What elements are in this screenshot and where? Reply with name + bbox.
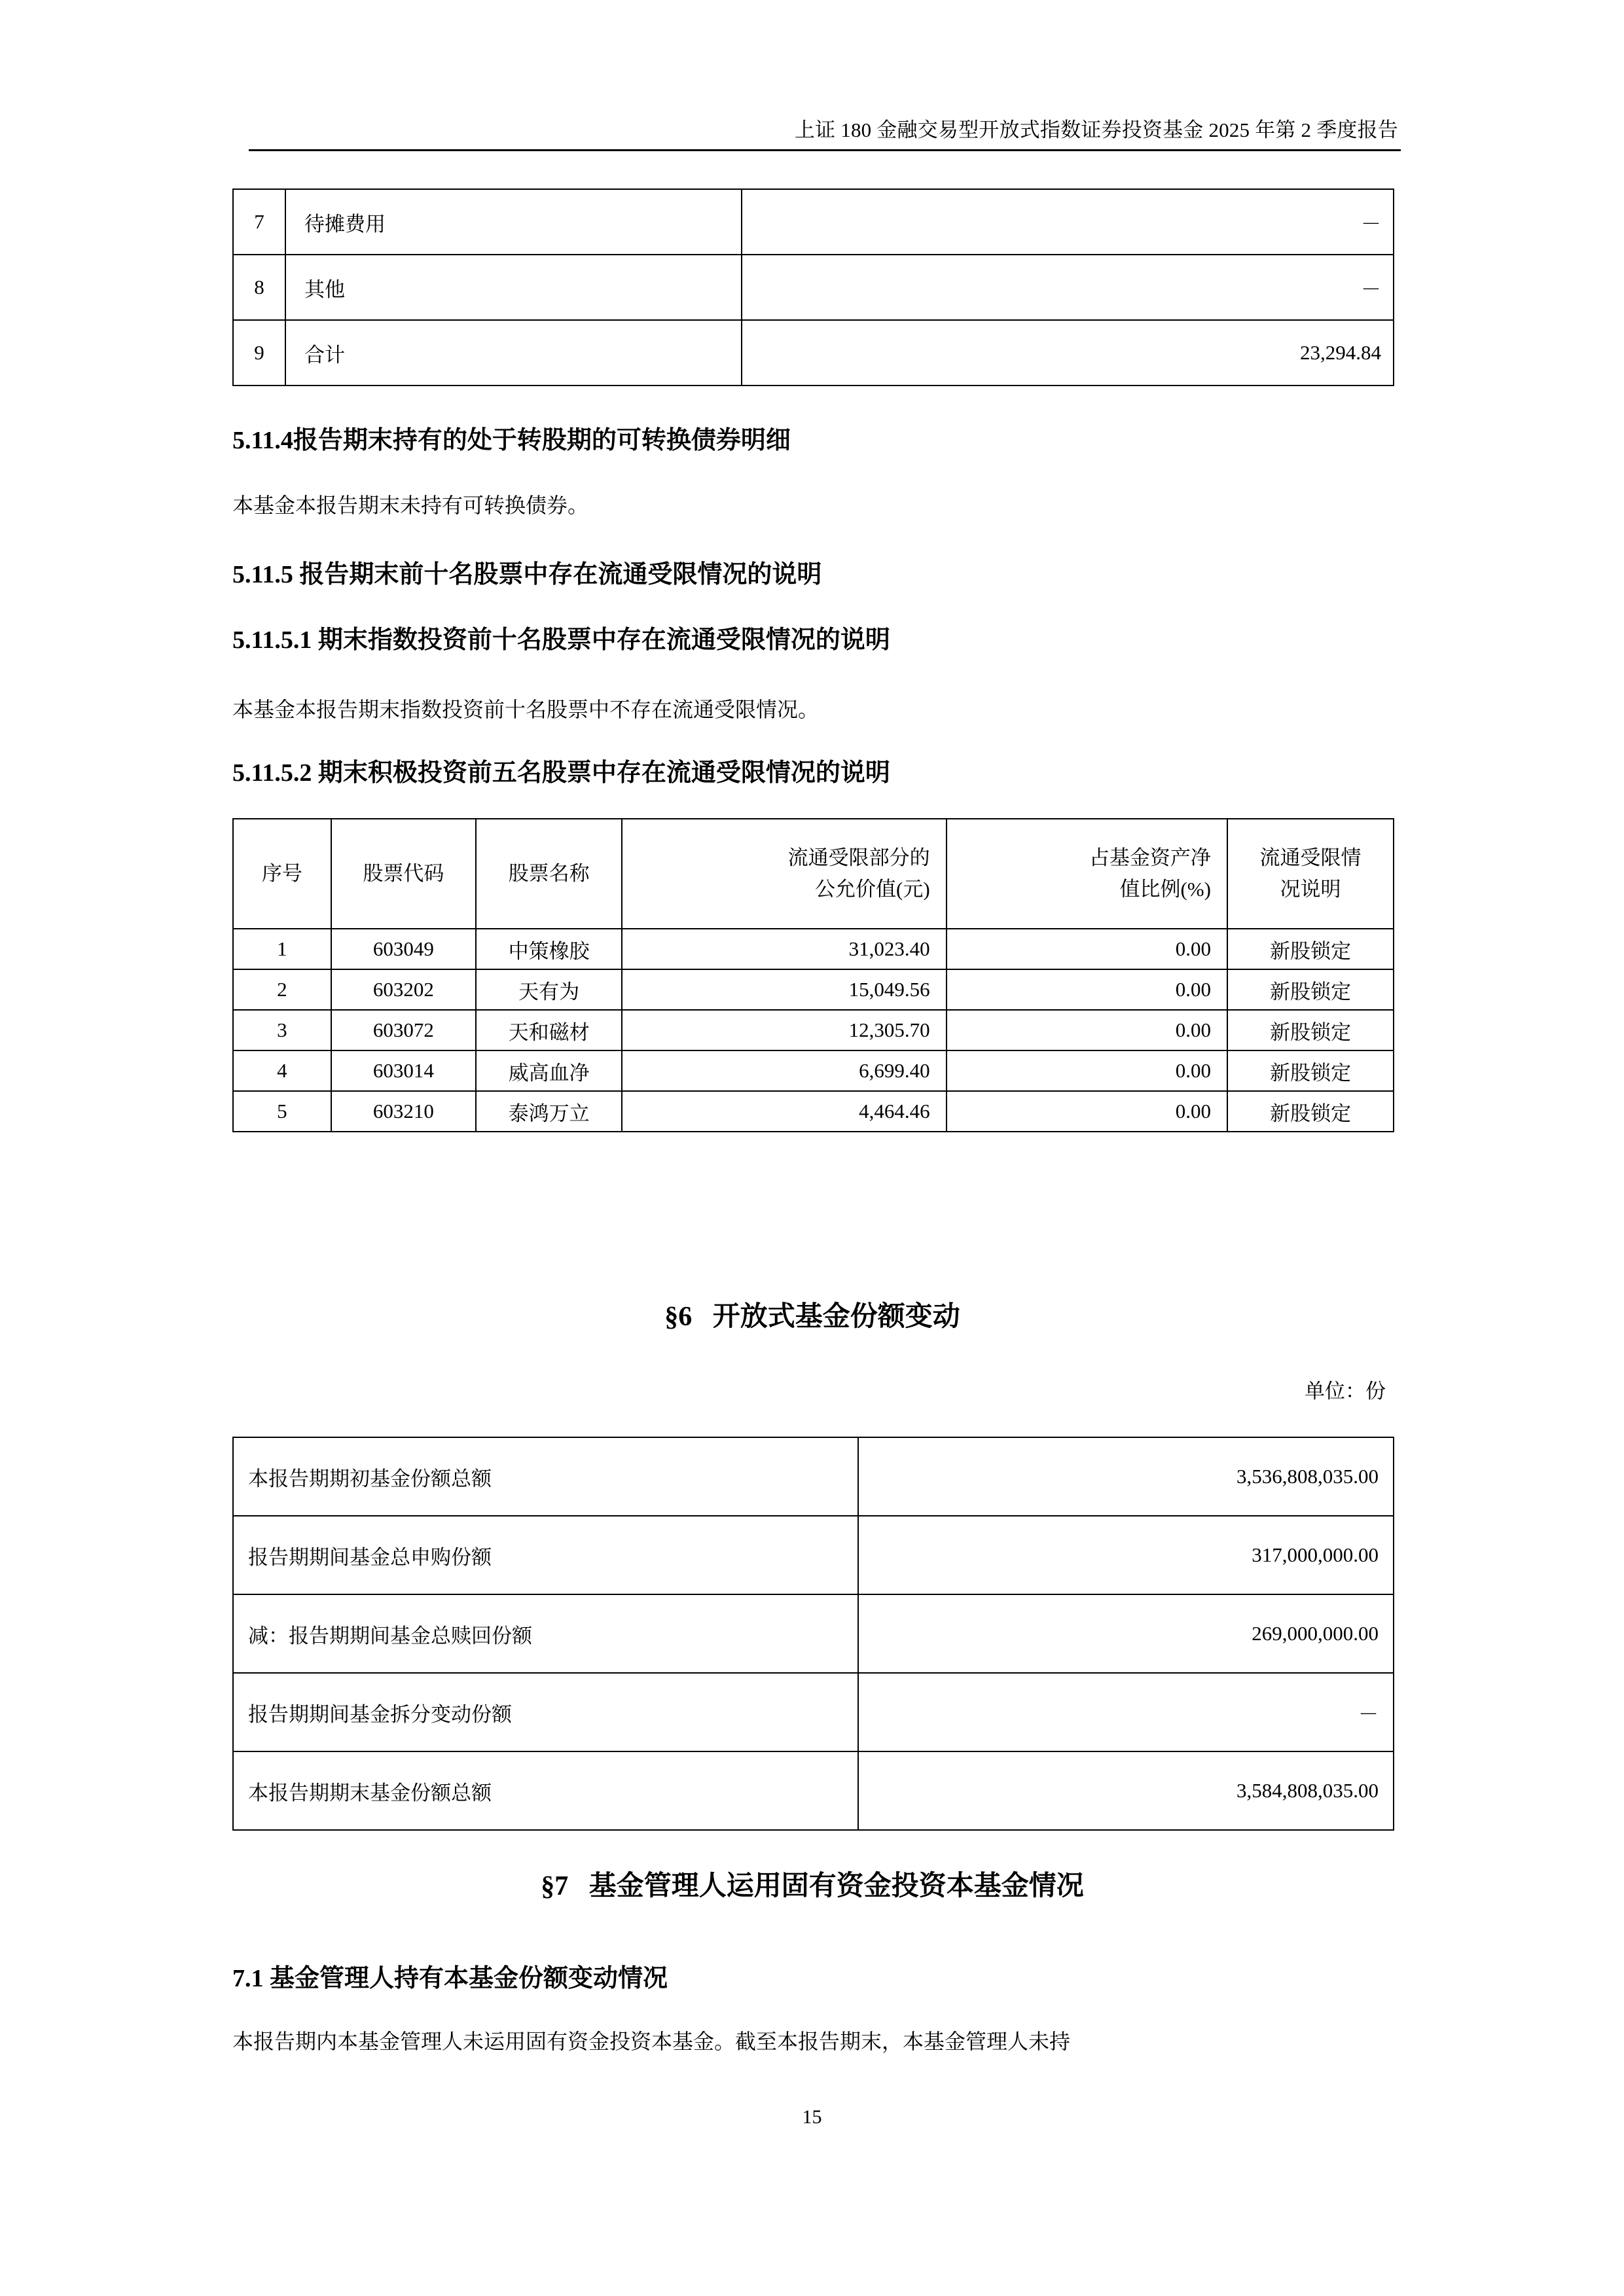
cell-value: 317,000,000.00	[858, 1516, 1394, 1594]
cell-reason: 新股锁定	[1227, 929, 1394, 969]
cell-label: 报告期期间基金拆分变动份额	[233, 1673, 858, 1751]
cell-value: 269,000,000.00	[858, 1594, 1394, 1673]
cell-reason: 新股锁定	[1227, 1050, 1394, 1091]
cell-name: 中策橡胶	[476, 929, 623, 969]
table-row	[233, 189, 1394, 255]
cell-label: 本报告期期初基金份额总额	[233, 1437, 858, 1516]
cell-code: 603202	[331, 969, 476, 1010]
table-row	[233, 1594, 1394, 1673]
table-row	[233, 969, 1394, 1010]
page-header	[249, 117, 1401, 156]
col-header-reason	[1227, 819, 1394, 929]
cell-code: 603210	[331, 1091, 476, 1132]
cell-name: 天和磁材	[476, 1010, 623, 1050]
cell-fair-value: 12,305.70	[622, 1010, 946, 1050]
col-header-fair-value-line1: 流通受限部分的	[787, 846, 930, 869]
table-row	[233, 1437, 1394, 1516]
heading-5-11-5-2: 5.11.5.2 期末积极投资前五名股票中存在流通受限情况的说明	[232, 759, 890, 787]
cell-value: 3,584,808,035.00	[858, 1751, 1394, 1830]
col-header-fair-value-line2: 公允价值(元)	[815, 878, 930, 901]
cell-label: 本报告期期末基金份额总额	[233, 1751, 858, 1830]
cell-reason: 新股锁定	[1227, 1091, 1394, 1132]
cell-value: －	[742, 189, 1394, 255]
cell-no: 2	[233, 969, 331, 1010]
cell-no: 7	[233, 189, 285, 255]
cell-nav-ratio: 0.00	[947, 1050, 1227, 1091]
cell-nav-ratio: 0.00	[947, 1091, 1227, 1132]
col-header-code: 股票代码	[331, 819, 476, 929]
section-7-mark: §7	[541, 1871, 569, 1901]
table-row	[233, 1091, 1394, 1132]
cell-label: 报告期期间基金总申购份额	[233, 1516, 858, 1594]
other-assets-continued-table	[232, 188, 1394, 386]
col-header-nav-ratio-line1: 占基金资产净	[1089, 846, 1211, 869]
table-row	[233, 1673, 1394, 1751]
cell-no: 5	[233, 1091, 331, 1132]
table-row	[233, 1010, 1394, 1050]
cell-reason: 新股锁定	[1227, 1010, 1394, 1050]
cell-fair-value: 4,464.46	[622, 1091, 946, 1132]
paragraph-5-11-5-1: 本基金本报告期末指数投资前十名股票中不存在流通受限情况。	[232, 698, 820, 721]
col-header-fair-value	[622, 819, 946, 929]
table-row	[233, 255, 1394, 320]
col-header-nav-ratio-line2: 值比例(%)	[1119, 878, 1211, 901]
cell-value: －	[742, 255, 1394, 320]
section-7-text: 基金管理人运用固有资金投资本基金情况	[588, 1871, 1084, 1901]
cell-name: 泰鸿万立	[476, 1091, 623, 1132]
heading-7-1: 7.1 基金管理人持有本基金份额变动情况	[232, 1965, 668, 1992]
table-header-row	[233, 819, 1394, 929]
cell-no: 1	[233, 929, 331, 969]
cell-label: 减：报告期期间基金总赎回份额	[233, 1594, 858, 1673]
fund-share-change-table	[232, 1437, 1394, 1831]
table-row	[233, 1050, 1394, 1091]
table-row	[233, 929, 1394, 969]
cell-nav-ratio: 0.00	[947, 1010, 1227, 1050]
cell-name: 其他	[285, 255, 742, 320]
col-header-reason-line2: 况说明	[1280, 878, 1341, 901]
cell-name: 威高血净	[476, 1050, 623, 1091]
heading-5-11-4: 5.11.4报告期末持有的处于转股期的可转换债券明细	[232, 427, 791, 454]
cell-no: 3	[233, 1010, 331, 1050]
cell-fair-value: 15,049.56	[622, 969, 946, 1010]
cell-no: 4	[233, 1050, 331, 1091]
cell-value: 3,536,808,035.00	[858, 1437, 1394, 1516]
section-6-text: 开放式基金份额变动	[712, 1302, 960, 1332]
col-header-no: 序号	[233, 819, 331, 929]
section-6-mark: §6	[664, 1302, 693, 1332]
table-row	[233, 1751, 1394, 1830]
table-row	[233, 1516, 1394, 1594]
heading-5-11-5: 5.11.5 报告期末前十名股票中存在流通受限情况的说明	[232, 561, 822, 588]
section-6-title	[232, 1299, 1392, 1335]
cell-no: 8	[233, 255, 285, 320]
cell-nav-ratio: 0.00	[947, 929, 1227, 969]
section-7-title	[232, 1869, 1392, 1905]
cell-fair-value: 6,699.40	[622, 1050, 946, 1091]
heading-5-11-5-1: 5.11.5.1 期末指数投资前十名股票中存在流通受限情况的说明	[232, 626, 890, 654]
paragraph-5-11-4: 本基金本报告期末未持有可转换债券。	[232, 493, 589, 517]
cell-name: 合计	[285, 320, 742, 386]
cell-name: 天有为	[476, 969, 623, 1010]
running-title: 上证 180 金融交易型开放式指数证券投资基金 2025 年第 2 季度报告	[794, 118, 1398, 141]
unit-label: 单位：份	[1305, 1380, 1386, 1403]
restricted-stocks-table	[232, 818, 1394, 1132]
cell-value: －	[858, 1673, 1394, 1751]
cell-reason: 新股锁定	[1227, 969, 1394, 1010]
table-row	[233, 320, 1394, 386]
cell-name: 待摊费用	[285, 189, 742, 255]
cell-code: 603049	[331, 929, 476, 969]
cell-value: 23,294.84	[742, 320, 1394, 386]
paragraph-7-1: 本报告期内本基金管理人未运用固有资金投资本基金。截至本报告期末，本基金管理人未持	[232, 2030, 1071, 2053]
cell-no: 9	[233, 320, 285, 386]
cell-code: 603014	[331, 1050, 476, 1091]
page-number: 15	[802, 2106, 822, 2128]
header-divider	[249, 149, 1401, 151]
col-header-name: 股票名称	[476, 819, 623, 929]
col-header-reason-line1: 流通受限情	[1259, 846, 1362, 869]
cell-nav-ratio: 0.00	[947, 969, 1227, 1010]
col-header-nav-ratio	[947, 819, 1227, 929]
cell-fair-value: 31,023.40	[622, 929, 946, 969]
cell-code: 603072	[331, 1010, 476, 1050]
